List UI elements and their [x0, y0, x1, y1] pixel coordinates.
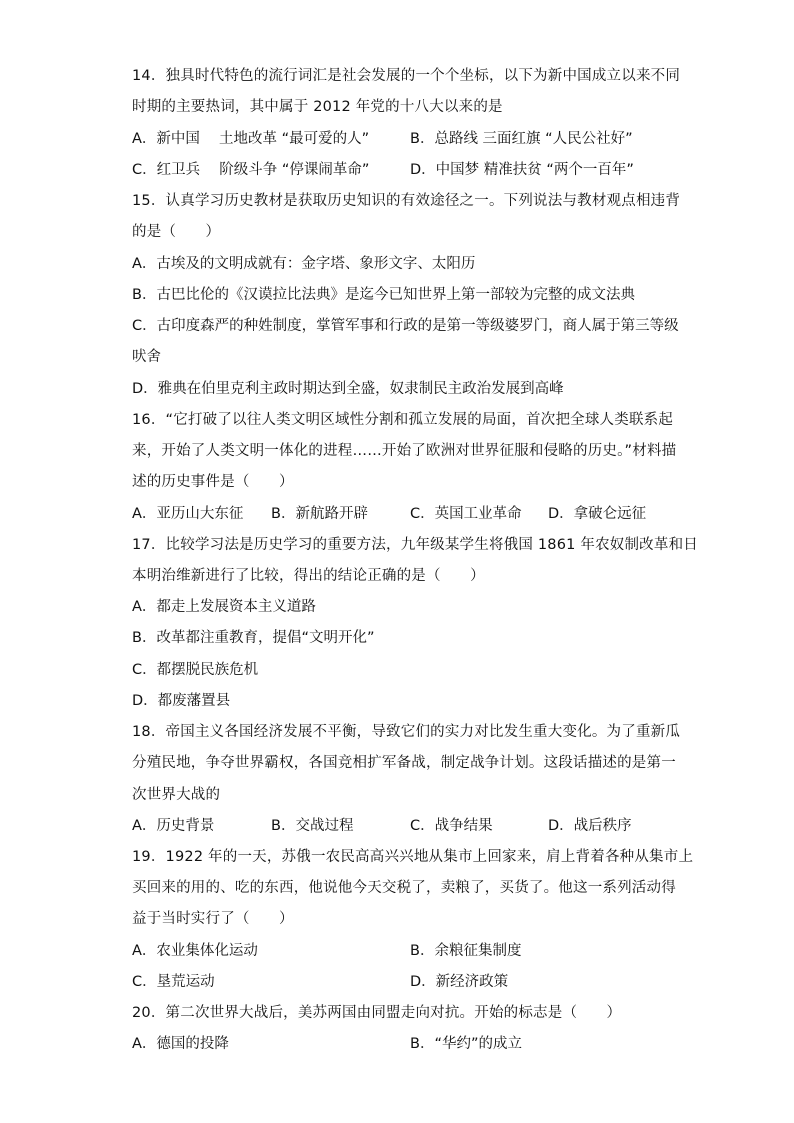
option-d: D．都废藩置县 — [132, 693, 231, 709]
option-c: C．红卫兵 阶级斗争 “停课闹革命” — [132, 162, 370, 178]
question-text-line: 19．1922 年的一天，苏俄一农民高高兴兴地从集市上回家来，肩上背着各种从集市上 — [132, 849, 694, 865]
question-text-line: 来，开始了人类文明一体化的进程……开始了欧洲对世界征服和侵略的历史。”材料描 — [132, 443, 677, 459]
option-b: B．总路线 三面红旗 “人民公社好” — [410, 131, 633, 147]
option-c: C．古印度森严的种姓制度，掌管军事和行政的是第一等级婆罗门，商人属于第三等级 — [132, 318, 679, 334]
option-b: B．交战过程 — [271, 818, 354, 834]
option-b: B．余粮征集制度 — [410, 943, 522, 959]
option-a: A．德国的投降 — [132, 1036, 229, 1052]
question-text-line: 述的历史事件是（ ） — [132, 474, 294, 490]
option-a: A．农业集体化运动 — [132, 943, 258, 959]
question-text-line: 时期的主要热词，其中属于 2012 年党的十八大以来的是 — [132, 99, 503, 115]
option-b: B．改革都注重教育，提倡“文明开化” — [132, 630, 375, 646]
question-text-line: 买回来的用的、吃的东西，他说他今天交税了，卖粮了，买货了。他这一系列活动得 — [132, 880, 676, 896]
option-d: D．中国梦 精准扶贫 “两个一百年” — [410, 162, 634, 178]
question-text-line: 本明治维新进行了比较，得出的结论正确的是（ ） — [132, 568, 485, 584]
question-text-line: 的是（ ） — [132, 224, 221, 240]
question-text-line: 20．第二次世界大战后，美苏两国由同盟走向对抗。开始的标志是（ ） — [132, 1005, 622, 1021]
option-a: A．新中国 土地改革 “最可爱的人” — [132, 131, 370, 147]
option-a: A．都走上发展资本主义道路 — [132, 599, 316, 615]
option-c-continued: 吠舍 — [132, 349, 161, 365]
option-c: C．战争结果 — [410, 818, 493, 834]
option-d: D．新经济政策 — [410, 974, 509, 990]
option-b: B．“华约”的成立 — [410, 1036, 522, 1052]
question-text-line: 分殖民地，争夺世界霸权，各国竞相扩军备战，制定战争计划。这段话描述的是第一 — [132, 755, 676, 771]
question-text-line: 16．“它打破了以往人类文明区域性分割和孤立发展的局面，首次把全球人类联系起 — [132, 412, 674, 428]
option-d: D．雅典在伯里克利主政时期达到全盛，奴隶制民主政治发展到高峰 — [132, 381, 564, 397]
question-text-line: 17．比较学习法是历史学习的重要方法，九年级某学生将俄国 1861 年农奴制改革和日 — [132, 537, 698, 553]
option-c: C．都摆脱民族危机 — [132, 662, 259, 678]
question-text-line: 18．帝国主义各国经济发展不平衡，导致它们的实力对比发生重大变化。为了重新瓜 — [132, 724, 681, 740]
option-b: B．古巴比伦的《汉谟拉比法典》是迄今已知世界上第一部较为完整的成文法典 — [132, 287, 635, 303]
option-b: B．新航路开辟 — [271, 506, 368, 522]
option-d: D．拿破仑远征 — [548, 506, 647, 522]
option-a: A．历史背景 — [132, 818, 215, 834]
option-a: A．亚历山大东征 — [132, 506, 244, 522]
question-text-line: 15．认真学习历史教材是获取历史知识的有效途径之一。下列说法与教材观点相违背 — [132, 193, 681, 209]
question-text-line: 益于当时实行了（ ） — [132, 911, 294, 927]
option-d: D．战后秩序 — [548, 818, 632, 834]
option-c: C．垦荒运动 — [132, 974, 215, 990]
question-text-line: 14．独具时代特色的流行词汇是社会发展的一个个坐标，以下为新中国成立以来不同 — [132, 68, 681, 84]
option-c: C．英国工业革命 — [410, 506, 522, 522]
option-a: A．古埃及的文明成就有：金字塔、象形文字、太阳历 — [132, 256, 476, 272]
question-text-line: 次世界大战的 — [132, 787, 221, 803]
